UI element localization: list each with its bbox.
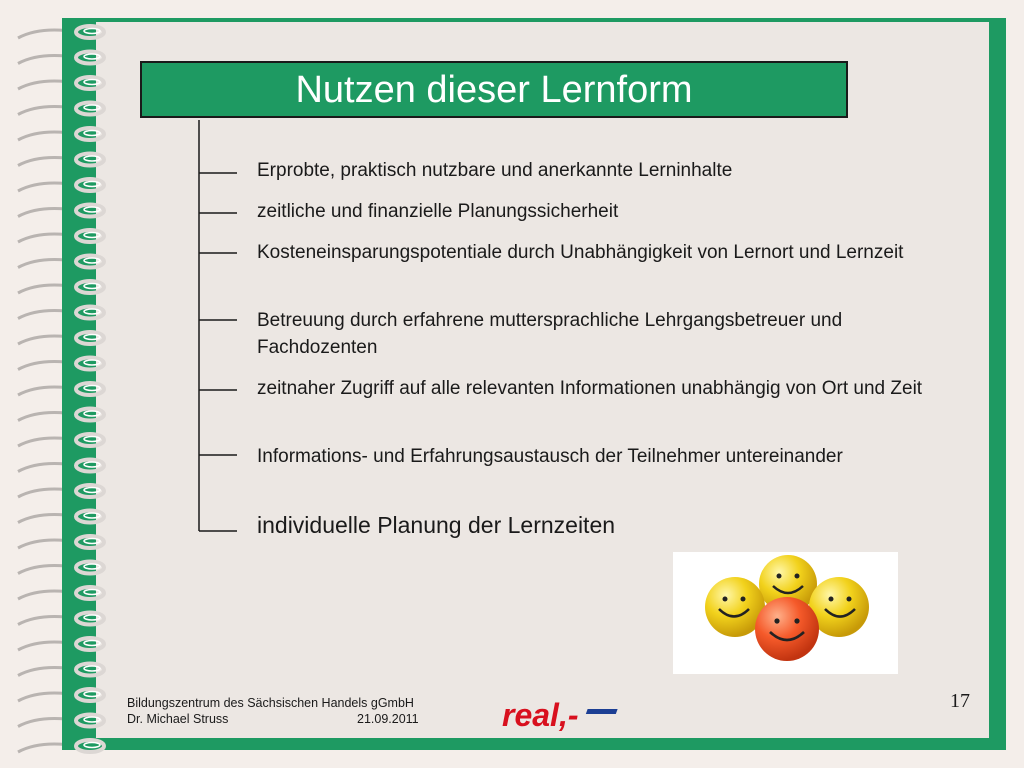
spiral-ring-highlight: [84, 411, 100, 416]
spiral-ring-highlight: [84, 564, 100, 569]
footer-organization: Bildungszentrum des Sächsischen Handels gGmbH: [127, 696, 414, 710]
spiral-ring-highlight: [84, 641, 100, 646]
smiley-balls-image: [673, 552, 898, 674]
spiral-ring-highlight: [84, 29, 100, 34]
spiral-ring-highlight: [84, 335, 100, 340]
spiral-ring-highlight: [84, 182, 100, 187]
spiral-ring-highlight: [84, 258, 100, 263]
logo-text: real,-: [502, 697, 579, 733]
footer-date: 21.09.2011: [357, 712, 419, 726]
spiral-ring-highlight: [84, 717, 100, 722]
spiral-ring-highlight: [84, 207, 100, 212]
spiral-ring-highlight: [84, 233, 100, 238]
spiral-ring-highlight: [84, 360, 100, 365]
spiral-ring-highlight: [84, 105, 100, 110]
spiral-ring-highlight: [84, 156, 100, 161]
spiral-ring-highlight: [84, 539, 100, 544]
footer-author: Dr. Michael Struss: [127, 712, 229, 726]
spiral-ring-highlight: [84, 386, 100, 391]
real-logo: [500, 697, 628, 733]
list-item: zeitnaher Zugriff auf alle relevanten Informationen unabhängig von Ort und Zeit: [257, 378, 923, 399]
spiral-ring-highlight: [84, 54, 100, 59]
spiral-ring-highlight: [84, 437, 100, 442]
spiral-ring-highlight: [84, 80, 100, 85]
page-number: 17: [950, 690, 970, 712]
spiral-ring-highlight: [84, 590, 100, 595]
spiral-ring-highlight: [84, 488, 100, 493]
spiral-rings-front: [0, 0, 130, 768]
spiral-ring-highlight: [84, 692, 100, 697]
list-item: individuelle Planung der Lernzeiten: [257, 512, 616, 538]
spiral-ring-highlight: [84, 615, 100, 620]
slide-title: Nutzen dieser Lernform: [140, 61, 848, 118]
list-item: Erprobte, praktisch nutzbare und anerkannte Lerninhalte: [257, 160, 733, 181]
spiral-ring-highlight: [84, 309, 100, 314]
spiral-ring-highlight: [84, 284, 100, 289]
spiral-ring-highlight: [84, 513, 100, 518]
list-item: Betreuung durch erfahrene muttersprachliche Lehrgangsbetreuer und Fachdozenten: [257, 310, 843, 358]
spiral-ring-highlight: [84, 462, 100, 467]
spiral-ring-highlight: [84, 131, 100, 136]
list-item: zeitliche und finanzielle Planungssicherheit: [257, 201, 619, 222]
list-item: Informations- und Erfahrungsaustausch der Teilnehmer untereinander: [257, 446, 843, 467]
list-item: Kosteneinsparungspotentiale durch Unabhängigkeit von Lernort und Lernzeit: [257, 242, 904, 263]
spiral-ring-highlight: [84, 666, 100, 671]
spiral-ring-highlight: [84, 743, 100, 748]
